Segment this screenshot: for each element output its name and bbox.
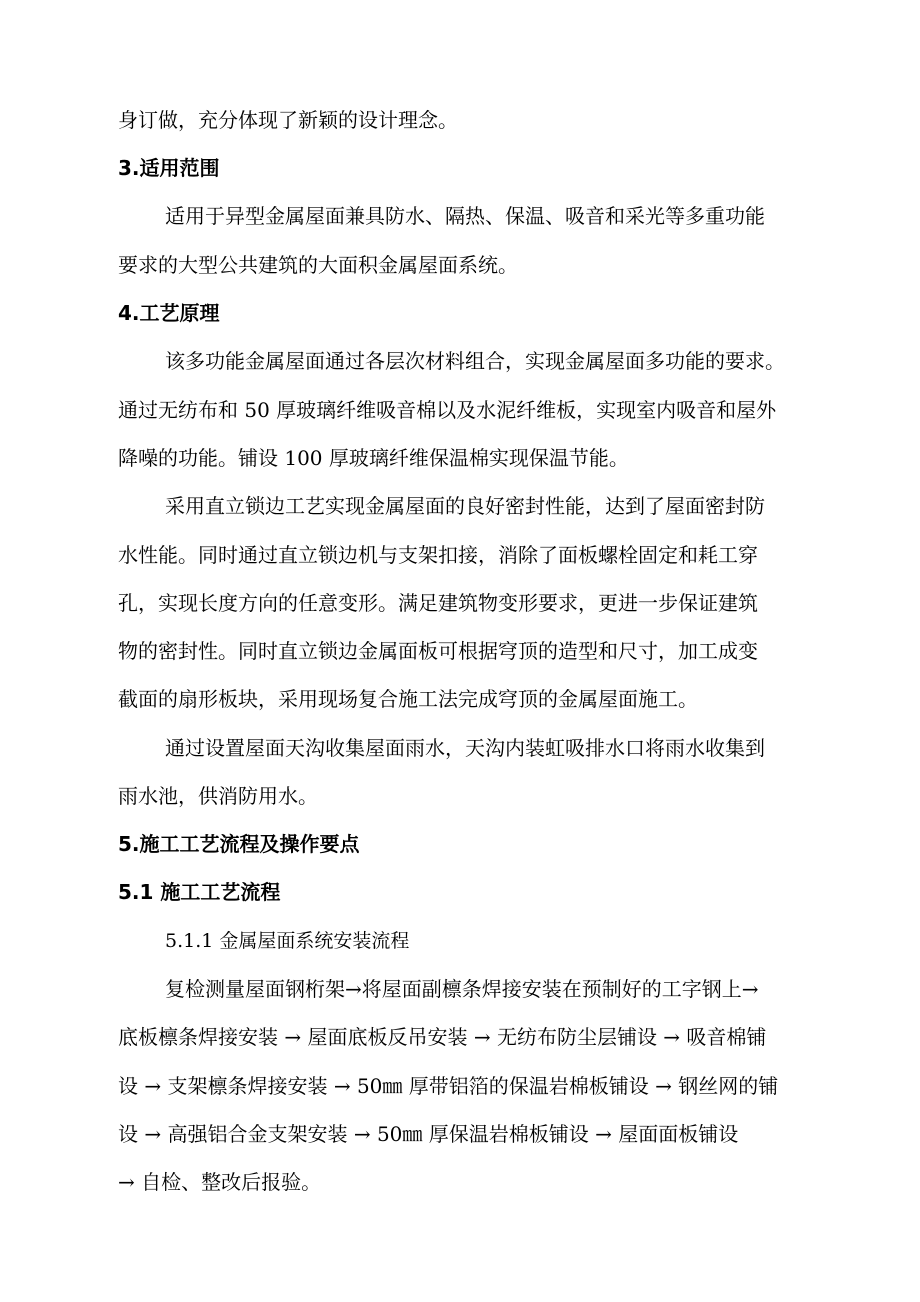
section-heading: 5.施工工艺流程及操作要点 (118, 832, 360, 856)
body-line: → 自检、整改后报验。 (118, 1170, 322, 1194)
body-line: 要求的大型公共建筑的大面积金属屋面系统。 (118, 253, 518, 277)
body-line: 通过设置屋面天沟收集屋面雨水，天沟内装虹吸排水口将雨水收集到 (165, 736, 765, 760)
body-line: 适用于异型金属屋面兼具防水、隔热、保温、吸音和采光等多重功能 (165, 204, 765, 228)
body-line: 设 → 支架檩条焊接安装 → 50㎜ 厚带铝箔的保温岩棉板铺设 → 钢丝网的铺 (118, 1074, 779, 1098)
body-line: 降噪的功能。铺设 100 厚玻璃纤维保温棉实现保温节能。 (118, 446, 629, 470)
body-line: 该多功能金属屋面通过各层次材料组合，实现金属屋面多功能的要求。 (165, 349, 785, 373)
body-line: 设 → 高强铝合金支架安装 → 50㎜ 厚保温岩棉板铺设 → 屋面面板铺设 (118, 1122, 739, 1146)
body-line: 物的密封性。同时直立锁边金属面板可根据穹顶的造型和尺寸，加工成变 (118, 639, 758, 663)
section-heading: 3.适用范围 (118, 156, 220, 180)
body-line: 截面的扇形板块，采用现场复合施工法完成穹顶的金属屋面施工。 (118, 687, 698, 711)
body-line: 雨水池，供消防用水。 (118, 784, 318, 808)
subsection-heading: 5.1 施工工艺流程 (118, 880, 281, 904)
body-line: 水性能。同时通过直立锁边机与支架扣接，消除了面板螺栓固定和耗工穿 (118, 543, 758, 567)
body-line: 底板檩条焊接安装 → 屋面底板反吊安装 → 无纺布防尘层铺设 → 吸音棉铺 (118, 1025, 767, 1049)
body-line: 采用直立锁边工艺实现金属屋面的良好密封性能，达到了屋面密封防 (165, 494, 765, 518)
body-line: 身订做，充分体现了新颖的设计理念。 (118, 108, 458, 132)
section-heading: 4.工艺原理 (118, 301, 220, 325)
subsubsection-heading: 5.1.1 金属屋面系统安装流程 (165, 930, 410, 952)
body-line: 通过无纺布和 50 厚玻璃纤维吸音棉以及水泥纤维板，实现室内吸音和屋外 (118, 398, 777, 422)
body-line: 复检测量屋面钢桁架→将屋面副檩条焊接安装在预制好的工字钢上→ (165, 977, 759, 1001)
body-line: 孔，实现长度方向的任意变形。满足建筑物变形要求，更进一步保证建筑 (118, 591, 758, 615)
